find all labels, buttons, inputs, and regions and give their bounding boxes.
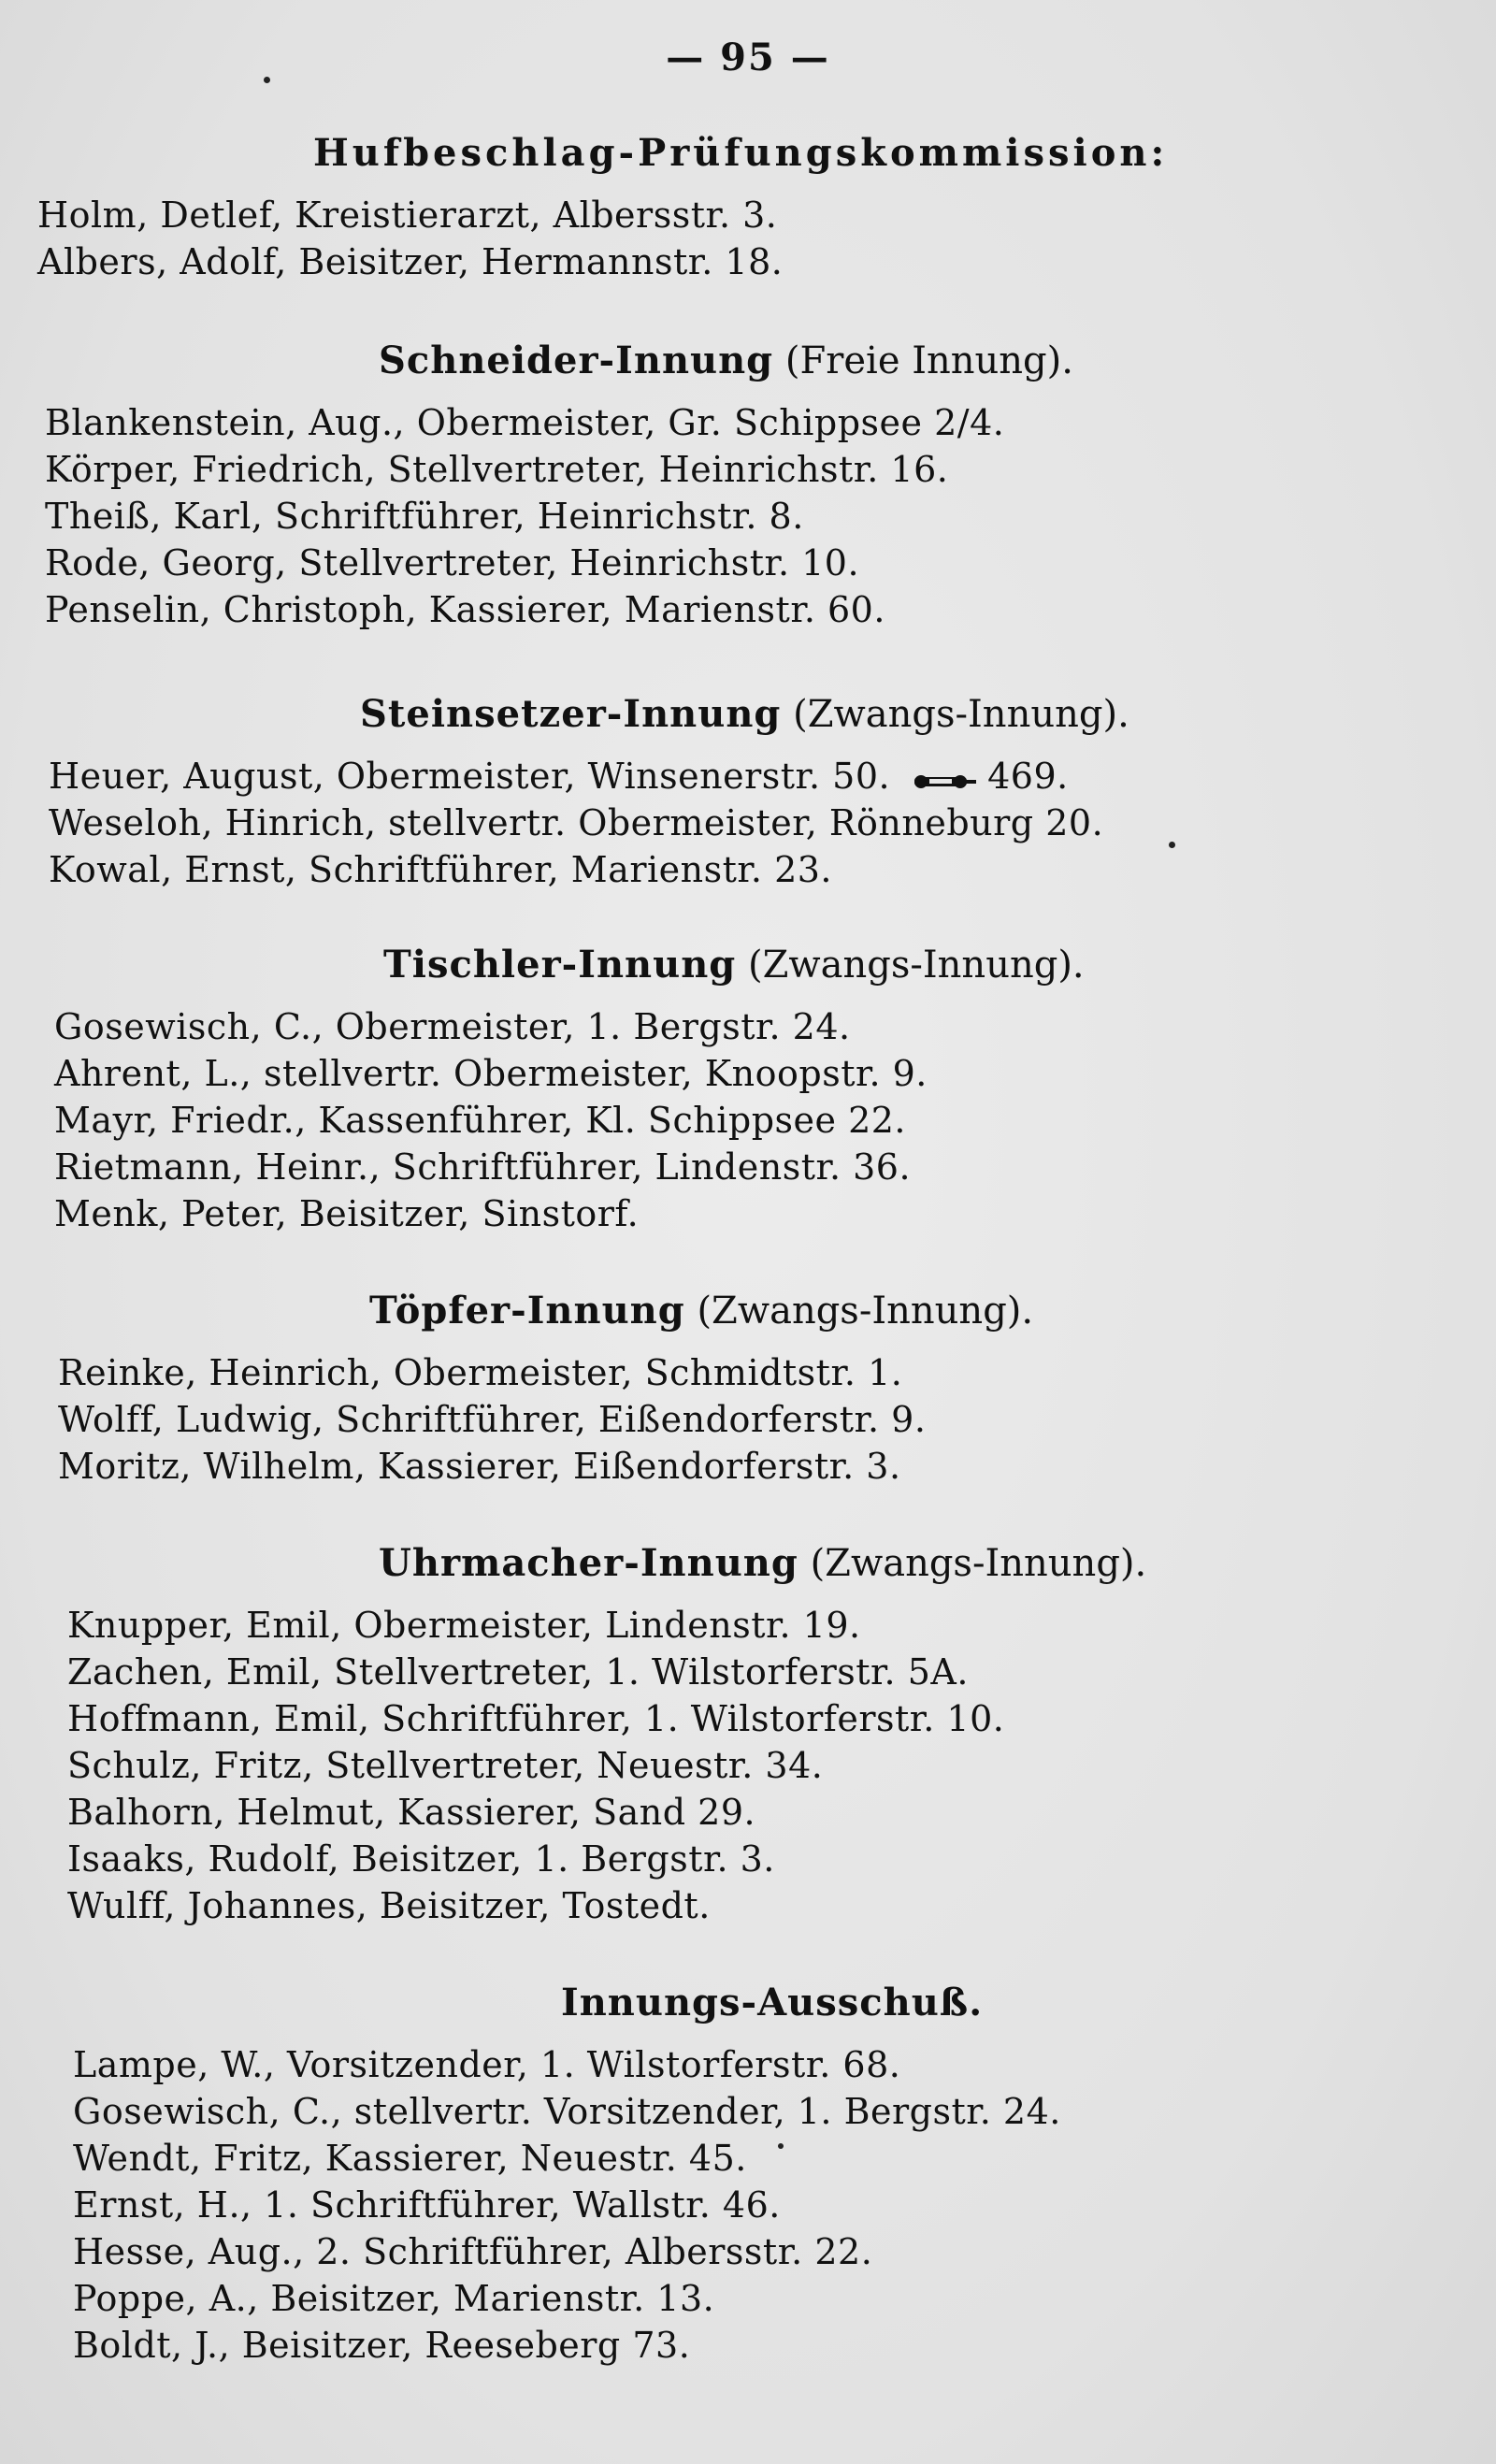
- entry-gosewisch: Gosewisch, C., Obermeister, 1. Bergstr. 24.: [54, 1006, 851, 1047]
- entry-ahrent: Ahrent, L., stellvertr. Obermeister, Knoopstr. 9.: [54, 1053, 928, 1094]
- section-title-toepfer: [369, 1289, 1033, 1333]
- entry-boldt: Boldt, J., Beisitzer, Reeseberg 73.: [73, 2325, 691, 2366]
- section-title-schneider: [379, 339, 1073, 382]
- entry-poppe: Poppe, A., Beisitzer, Marienstr. 13.: [73, 2278, 715, 2319]
- entry-schulz: Schulz, Fritz, Stellvertreter, Neuestr. 34.: [67, 1745, 824, 1786]
- entry-balhorn: Balhorn, Helmut, Kassierer, Sand 29.: [67, 1792, 756, 1833]
- entry-knupper: Knupper, Emil, Obermeister, Lindenstr. 19.: [67, 1605, 861, 1646]
- entry-wolff: Wolff, Ludwig, Schriftführer, Eißendorferstr. 9.: [58, 1399, 927, 1440]
- section-title-note: (Zwangs-Innung).: [793, 693, 1129, 736]
- entry-kowal: Kowal, Ernst, Schriftführer, Marienstr. 23.: [49, 849, 832, 890]
- entry-lampe: Lampe, W., Vorsitzender, 1. Wilstorferstr. 68.: [73, 2044, 901, 2085]
- section-title-innungs-ausschuss: [561, 1981, 983, 2025]
- entry-wulff: Wulff, Johannes, Beisitzer, Tostedt.: [67, 1885, 711, 1926]
- entry-text: Heuer, August, Obermeister, Winsenerstr. 50.: [49, 756, 891, 797]
- phone-number: 469.: [987, 756, 1069, 797]
- entry-blankenstein: Blankenstein, Aug., Obermeister, Gr. Schippsee 2/4.: [45, 402, 1005, 443]
- section-title-note: (Freie Innung).: [784, 339, 1073, 382]
- entry-weseloh: Weseloh, Hinrich, stellvertr. Obermeister, Rönneburg 20.: [49, 802, 1104, 843]
- entry-reinke: Reinke, Heinrich, Obermeister, Schmidtstr. 1.: [58, 1352, 903, 1393]
- entry-zachen: Zachen, Emil, Stellvertreter, 1. Wilstorferstr. 5A.: [67, 1651, 969, 1693]
- entry-rietmann: Rietmann, Heinr., Schriftführer, Lindenstr. 36.: [54, 1146, 912, 1188]
- entry-heuer: [49, 756, 1069, 797]
- entry-mayr: Mayr, Friedr., Kassenführer, Kl. Schippsee 22.: [54, 1100, 907, 1141]
- section-title-text: Hufbeschlag-Prüfungskommission:: [313, 131, 1169, 175]
- entry-wendt: Wendt, Fritz, Kassierer, Neuestr. 45.: [73, 2138, 747, 2179]
- section-title-text: Schneider-Innung: [379, 339, 774, 382]
- telephone-icon: [913, 763, 978, 791]
- section-title-note: (Zwangs-Innung).: [810, 1542, 1147, 1585]
- entry-holm: Holm, Detlef, Kreistierarzt, Albersstr. 3.: [37, 195, 778, 236]
- section-title-note: (Zwangs-Innung).: [747, 944, 1085, 987]
- print-speck: [264, 77, 270, 83]
- entry-menk: Menk, Peter, Beisitzer, Sinstorf.: [54, 1193, 640, 1234]
- entry-penselin: Penselin, Christoph, Kassierer, Marienstr. 60.: [45, 589, 885, 630]
- section-title-tischler: [383, 943, 1085, 987]
- section-title-hufbeschlag: [313, 131, 1168, 175]
- section-title-steinsetzer: [360, 692, 1129, 736]
- entry-theiss: Theiß, Karl, Schriftführer, Heinrichstr. 8.: [45, 496, 804, 537]
- entry-moritz: Moritz, Wilhelm, Kassierer, Eißendorferstr. 3.: [58, 1446, 901, 1487]
- section-title-text: Uhrmacher-Innung: [379, 1541, 798, 1585]
- entry-hoffmann: Hoffmann, Emil, Schriftführer, 1. Wilstorferstr. 10.: [67, 1698, 1005, 1739]
- section-title-text: Innungs-Ausschuß.: [561, 1981, 984, 2025]
- page-number: — 95 —: [666, 36, 830, 79]
- section-title-note: (Zwangs-Innung).: [697, 1290, 1034, 1333]
- section-title-text: Töpfer-Innung: [369, 1289, 685, 1333]
- print-speck: [778, 2143, 784, 2149]
- entry-gosewisch-ausschuss: Gosewisch, C., stellvertr. Vorsitzender, 1. Bergstr. 24.: [73, 2091, 1061, 2132]
- entry-albers: Albers, Adolf, Beisitzer, Hermannstr. 18.: [37, 241, 784, 282]
- entry-rode: Rode, Georg, Stellvertreter, Heinrichstr. 10.: [45, 542, 860, 584]
- section-title-uhrmacher: [379, 1541, 1146, 1585]
- section-title-text: Steinsetzer-Innung: [360, 692, 782, 736]
- entry-ernst: Ernst, H., 1. Schriftführer, Wallstr. 46.: [73, 2184, 781, 2226]
- section-title-text: Tischler-Innung: [383, 943, 737, 987]
- print-speck: [1169, 842, 1175, 848]
- entry-koerper: Körper, Friedrich, Stellvertreter, Heinrichstr. 16.: [45, 449, 949, 490]
- entry-hesse: Hesse, Aug., 2. Schriftführer, Albersstr. 22.: [73, 2231, 873, 2272]
- entry-isaaks: Isaaks, Rudolf, Beisitzer, 1. Bergstr. 3.: [67, 1838, 775, 1880]
